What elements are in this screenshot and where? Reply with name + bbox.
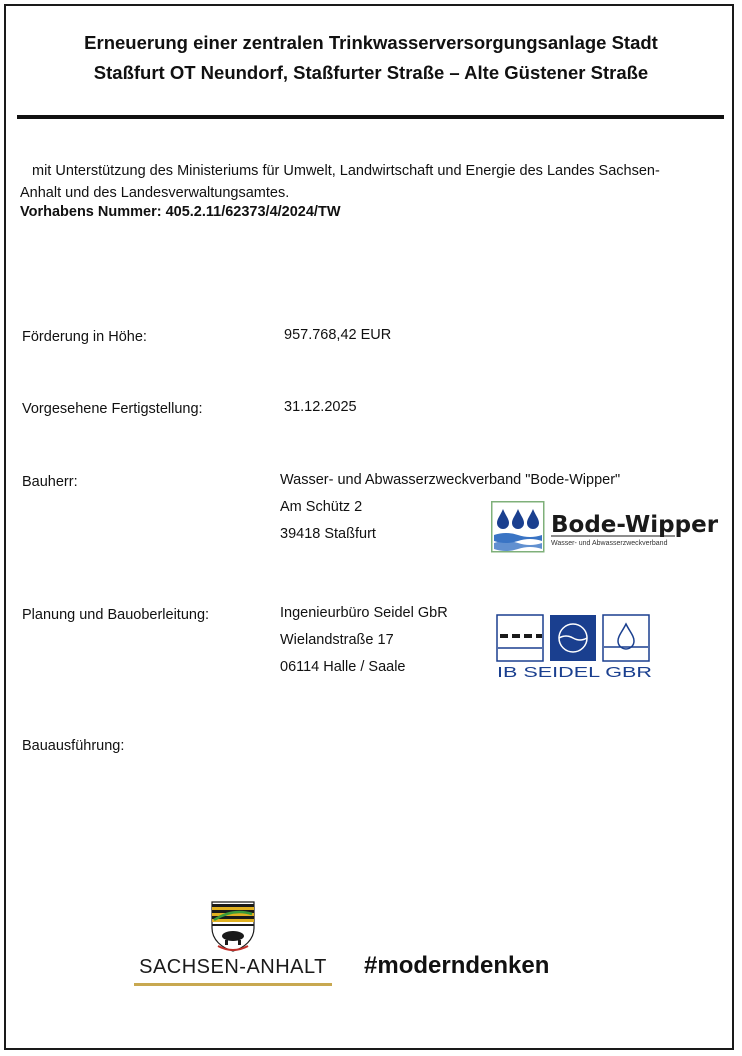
funding-value: 957.768,42 EUR (284, 327, 392, 343)
execution-label: Bauausführung: (22, 738, 125, 754)
sachsen-anhalt-logo (132, 900, 334, 990)
support-line-1: mit Unterstützung des Ministeriums für Umwelt, Landwirtschaft und Energie des Landes Sachsen- (32, 163, 660, 179)
title-line-1: Erneuerung einer zentralen Trinkwasserversorgungsanlage Stadt (84, 32, 658, 53)
support-text (20, 160, 720, 204)
support-line-2: Anhalt und des Landesverwaltungsamtes. (20, 185, 290, 201)
title-line-2: Staßfurt OT Neundorf, Staßfurter Straße – Alte Güstener Straße (93, 62, 649, 83)
completion-value: 31.12.2025 (284, 399, 357, 415)
page-title (10, 28, 732, 88)
sachsen-anhalt-text: SACHSEN-ANHALT (139, 956, 327, 978)
project-number: Vorhabens Nummer: 405.2.11/62373/4/2024/TW (20, 204, 341, 220)
hashtag: #moderndenken (364, 952, 550, 979)
coat-of-arms-icon (208, 900, 258, 952)
ib-seidel-logo-text: IB SEIDEL GBR (497, 664, 653, 681)
planning-name: Ingenieurbüro Seidel GbR (280, 605, 448, 621)
sachsen-anhalt-underline (134, 983, 332, 986)
client-city: 39418 Staßfurt (280, 526, 376, 542)
client-name: Wasser- und Abwasserzweckverband "Bode-Wipper" (280, 472, 621, 488)
ib-seidel-logo (496, 614, 656, 680)
title-divider (17, 115, 724, 119)
completion-label: Vorgesehene Fertigstellung: (22, 401, 203, 417)
funding-label: Förderung in Höhe: (22, 329, 147, 345)
planning-street: Wielandstraße 17 (280, 632, 394, 648)
bode-wipper-logo (491, 501, 719, 556)
planning-city: 06114 Halle / Saale (280, 659, 406, 675)
bode-wipper-logo-name: Bode-Wipper (551, 512, 719, 538)
client-street: Am Schütz 2 (280, 499, 363, 515)
bode-wipper-logo-sub: Wasser- und Abwasserzweckverband (551, 540, 668, 547)
planning-address (280, 600, 448, 681)
planning-label: Planung und Bauoberleitung: (22, 607, 210, 623)
client-label: Bauherr: (22, 474, 78, 490)
